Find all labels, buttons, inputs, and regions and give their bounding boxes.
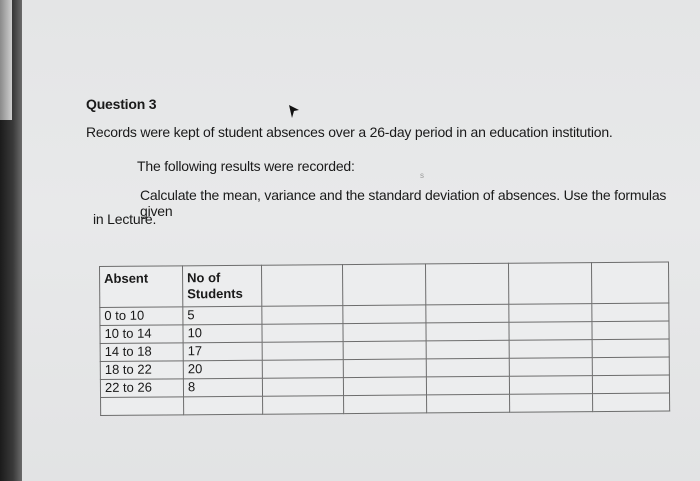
empty-cell: [342, 264, 425, 306]
student-count: 10: [183, 324, 262, 343]
absent-range: 10 to 14: [100, 325, 183, 344]
table-row-empty: [101, 393, 670, 415]
student-count: 20: [183, 360, 262, 379]
student-count: 8: [183, 378, 262, 397]
absent-range: 18 to 22: [100, 361, 183, 380]
question-title: Question 3: [86, 96, 157, 112]
mouse-cursor-icon: [288, 104, 300, 120]
student-count: 5: [183, 306, 262, 325]
absence-frequency-table: [99, 262, 670, 416]
header-no-of-students: No of Students: [183, 265, 262, 307]
ink-smudge: s: [420, 171, 424, 180]
question-instruction: Calculate the mean, variance and the standard deviation of absences. Use the formulas given: [140, 187, 667, 219]
question-text-line-1: Records were kept of student absences over a 26-day period in an education institution.: [86, 124, 613, 140]
empty-cell: [261, 265, 342, 307]
student-count: 17: [183, 342, 262, 361]
absent-range: 22 to 26: [100, 379, 183, 398]
photo-left-edge-highlight: [0, 0, 12, 120]
question-text-line-2: The following results were recorded:: [137, 158, 355, 174]
table-header-row: [100, 262, 669, 307]
absent-range: 0 to 10: [100, 307, 183, 326]
empty-cell: [591, 262, 668, 304]
empty-cell: [508, 263, 591, 305]
absent-range: 14 to 18: [100, 343, 183, 362]
question-instruction-continued: in Lecture.: [93, 211, 157, 227]
empty-cell: [425, 263, 508, 305]
header-absent: Absent: [100, 266, 183, 308]
